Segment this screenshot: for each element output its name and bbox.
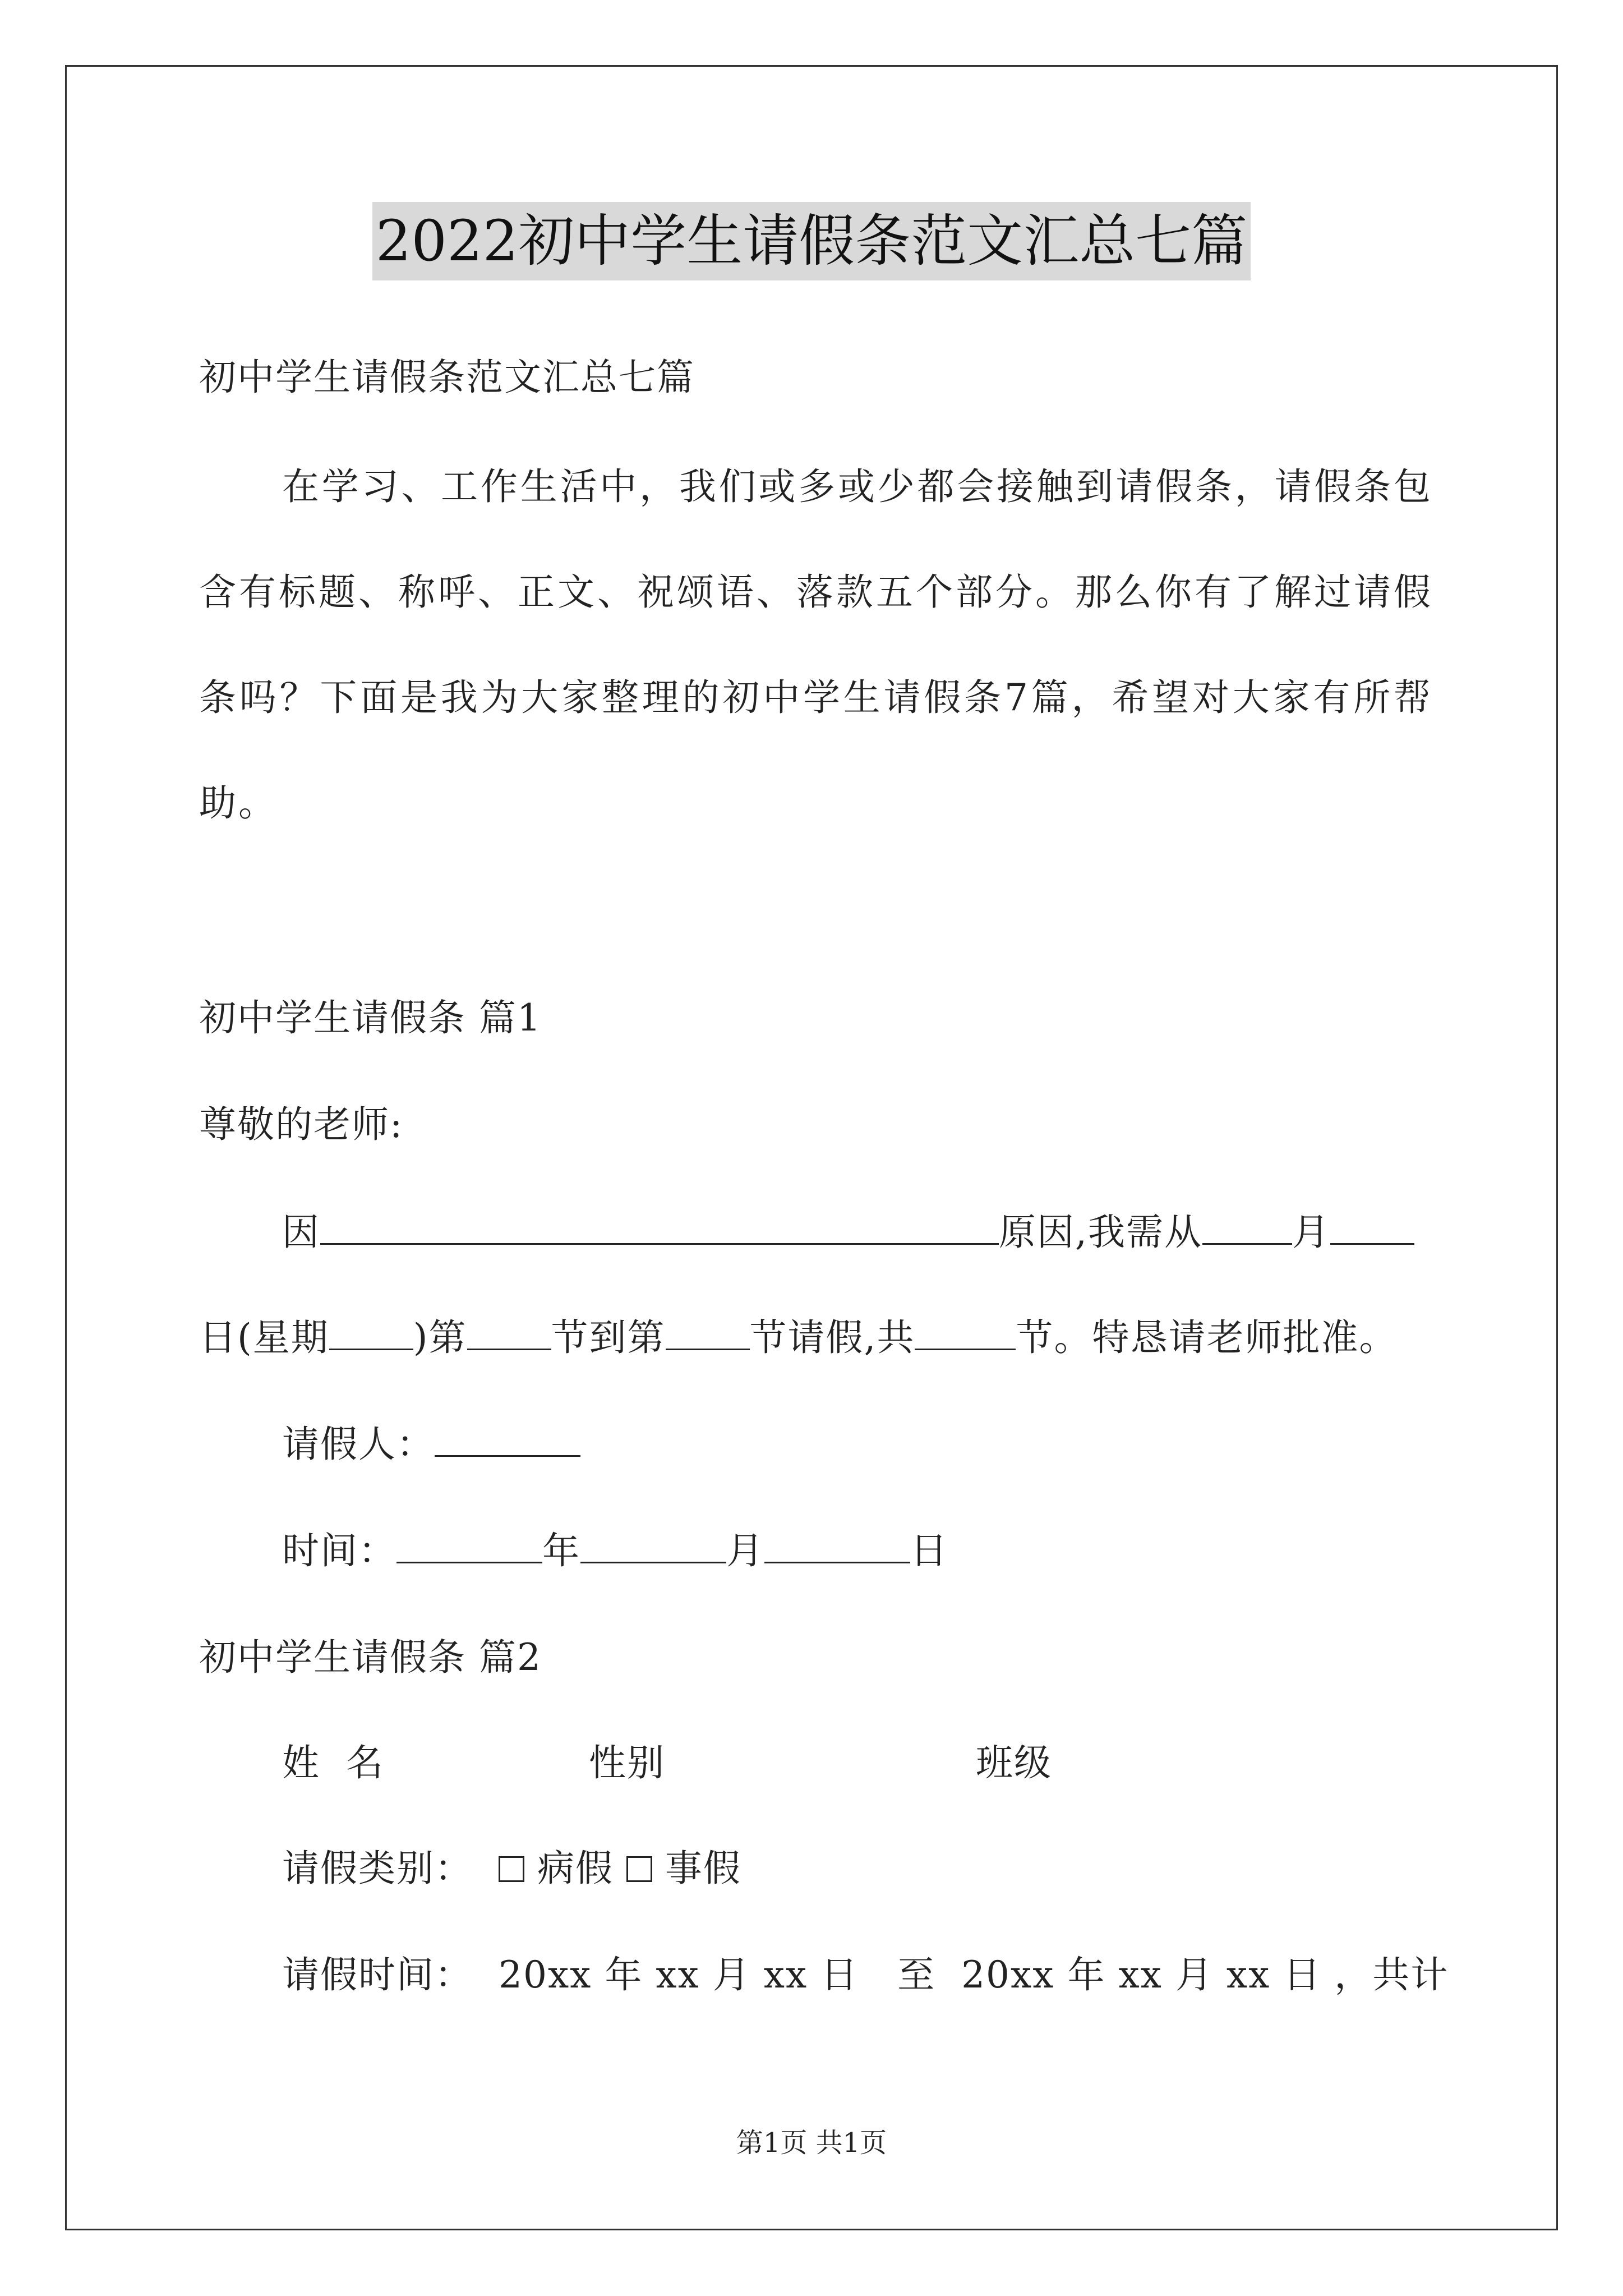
section-2-heading: 初中学生请假条 篇2 — [199, 1636, 542, 1679]
salutation: 尊敬的老师: — [199, 1103, 404, 1146]
day-blank-2[interactable] — [764, 1527, 910, 1563]
student-info-name: 姓 名 — [282, 1741, 384, 1784]
leave-period-line: 日(星期 )第 节到第 节请假,共 节。特恳请老师批准。 — [199, 1313, 1433, 1363]
reason-blank[interactable] — [320, 1208, 999, 1245]
sick-leave-checkbox[interactable] — [499, 1856, 524, 1882]
leave-type-line: 请假类别： 病假 事假 — [282, 1847, 741, 1890]
weekday-blank[interactable] — [329, 1314, 413, 1350]
year-blank[interactable] — [396, 1527, 542, 1563]
subtitle: 初中学生请假条范文汇总七篇 — [199, 356, 695, 399]
applicant-line: 请假人： — [282, 1419, 1516, 1470]
student-info-class: 班级 — [976, 1741, 1052, 1784]
intro-paragraph: 在学习、工作生活中，我们或多或少都会接触到请假条，请假条包含有标题、称呼、正文、祝颂语、落款五个部分。那么你有了解过请假条吗？下面是我为大家整理的初中学生请假条7篇，希望对大家有所帮助。 — [199, 465, 1433, 825]
page-footer: 第1页 共1页 — [736, 2127, 887, 2159]
section-1-heading: 初中学生请假条 篇1 — [199, 996, 542, 1039]
day-blank[interactable] — [1330, 1208, 1414, 1245]
leave-reason-line: 因 原因,我需从 月 — [282, 1207, 1516, 1258]
month-blank[interactable] — [1202, 1208, 1292, 1245]
document-title: 2022初中学生请假条范文汇总七篇 — [0, 202, 1623, 280]
month-blank-2[interactable] — [580, 1527, 726, 1563]
applicant-blank[interactable] — [435, 1420, 580, 1457]
total-periods-blank[interactable] — [915, 1314, 1016, 1350]
to-period-blank[interactable] — [666, 1314, 750, 1350]
date-line: 时间： 年 月 日 — [282, 1526, 1516, 1576]
leave-time-line: 请假时间： 20xx 年 xx 月 xx 日 至 20xx 年 xx 月 xx 日 ，共计 — [282, 1953, 1449, 1996]
personal-leave-checkbox[interactable] — [626, 1856, 652, 1882]
student-info-gender: 性别 — [589, 1741, 665, 1784]
from-period-blank[interactable] — [467, 1314, 551, 1350]
